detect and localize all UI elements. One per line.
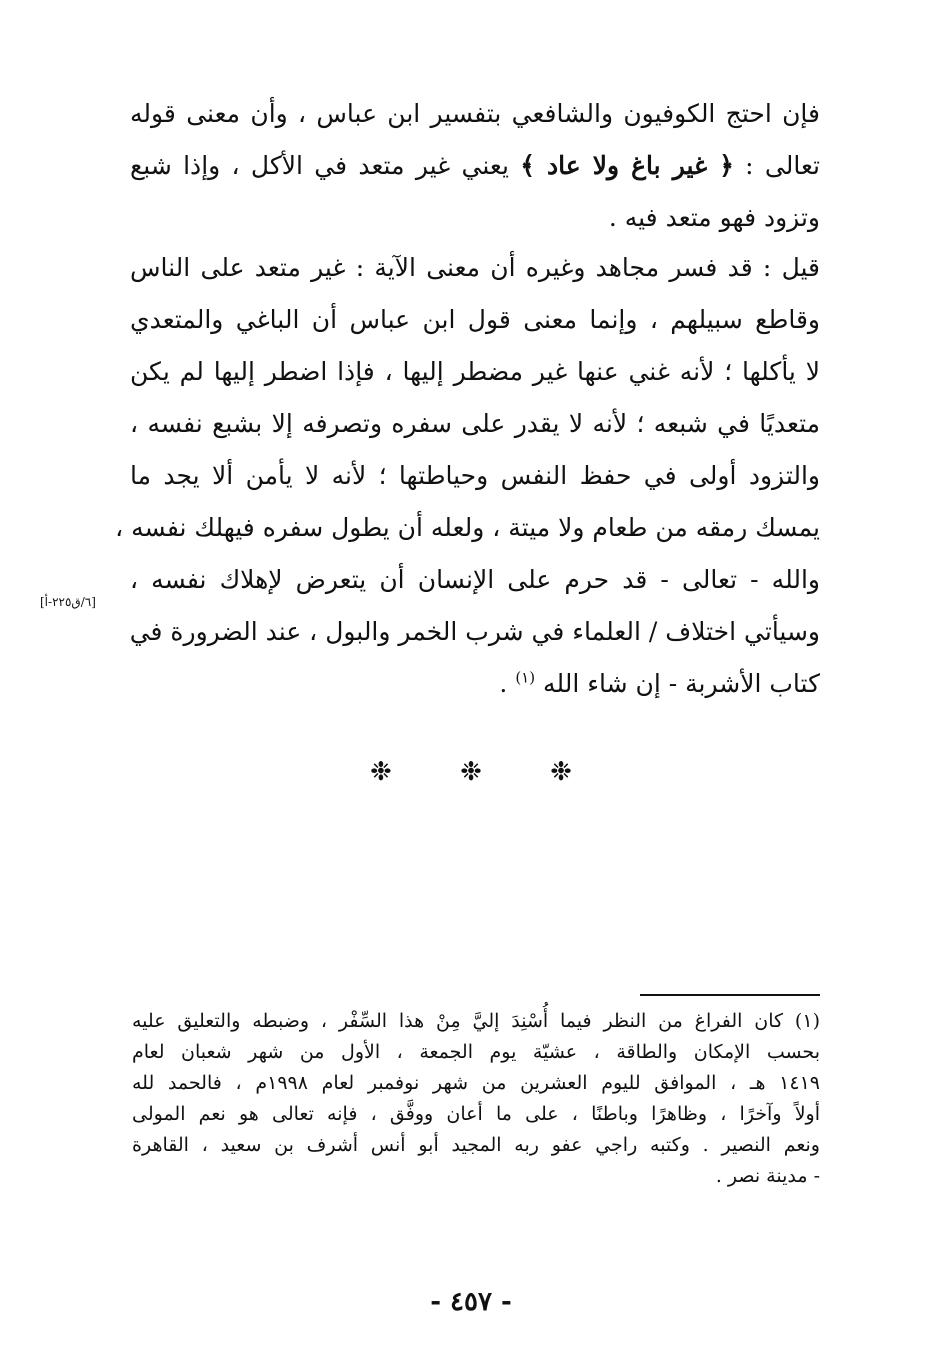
text-line: متعديًا في شبعه ؛ لأنه لا يقدر على سفره وتصرفه إلا بشبع نفسه ،: [130, 409, 820, 438]
text-line: والله - تعالى - قد حرم على الإنسان أن يتعرض لإهلاك نفسه ،: [130, 565, 820, 594]
text-line: وتزود فهو متعد فيه .: [608, 203, 820, 232]
footnote-line: أولاً وآخرًا ، وظاهرًا وباطنًا ، على ما أعان ووفَّق ، فإنه تعالى هو نعم المولى: [132, 1103, 820, 1125]
text-line: قيل : قد فسر مجاهد وغيره أن معنى الآية : غير متعد على الناس: [130, 253, 820, 282]
footnote-line: (١) كان الفراغ من النظر فيما أُسْنِدَ إليَّ مِنْ هذا السِّفْر ، وضبطه والتعليق عليه: [132, 1010, 820, 1032]
asterism-icon: ❉: [370, 757, 392, 787]
text-line: وسيأتي اختلاف / العلماء في شرب الخمر والبول ، عند الضرورة في: [129, 617, 820, 646]
text-line: فإن احتج الكوفيون والشافعي بتفسير ابن عباس ، وأن معنى قوله: [130, 99, 820, 128]
asterism-icon: ❉: [460, 757, 482, 787]
paragraph-response: [115, 242, 820, 710]
footnote-line: ١٤١٩ هـ ، الموافق لليوم العشرين من شهر نوفمبر لعام ١٩٩٨م ، فالحمد لله: [132, 1072, 820, 1094]
text-line-with-footnote-marker: [130, 658, 820, 710]
text-segment: كتاب الأشربة - إن شاء الله: [543, 669, 820, 698]
text-segment: يعني غير متعد في الأكل ، وإذا شبع: [130, 151, 521, 180]
section-separator: [0, 752, 942, 792]
asterism-icon: ❉: [550, 757, 572, 787]
footnote-marker[interactable]: (١): [515, 668, 536, 687]
footnote-line: - مدينة نصر .: [715, 1165, 820, 1187]
quran-verse: ﴿ غير باغ ولا عاد ﴾: [520, 151, 734, 180]
text-segment: تعالى :: [733, 151, 820, 180]
footnote-divider: [640, 994, 820, 996]
footnotes: [132, 1006, 820, 1192]
footnote-line: بحسب الإمكان والطاقة ، عشيّة يوم الجمعة ، الأول من شهر شعبان لعام: [132, 1041, 820, 1063]
page-number: - ٤٥٧ -: [430, 1287, 512, 1317]
footnote-line: ونعم النصير . وكتبه راجي عفو ربه المجيد أبو أنس أشرف بن سعيد ، القاهرة: [132, 1134, 820, 1156]
text-line: وقاطع سبيلهم ، وإنما معنى قول ابن عباس أن الباغي والمتعدي: [130, 305, 820, 334]
text-line: والتزود أولى في حفظ النفس وحياطتها ؛ لأنه لا يأمن ألا يجد ما: [130, 461, 820, 490]
text-line: يمسك رمقه من طعام ولا ميتة ، ولعله أن يطول سفره فيهلك نفسه ،: [115, 513, 820, 542]
text-line-with-verse: [130, 140, 820, 192]
text-line: لا يأكلها ؛ لأنه غني عنها غير مضطر إليها ، فإذا اضطر إليها لم يكن: [130, 357, 820, 386]
text-segment: .: [499, 669, 516, 698]
paragraph-objection: [130, 88, 820, 244]
manuscript-folio-reference: [٦/ق٢٢٥-أ]: [40, 595, 96, 609]
